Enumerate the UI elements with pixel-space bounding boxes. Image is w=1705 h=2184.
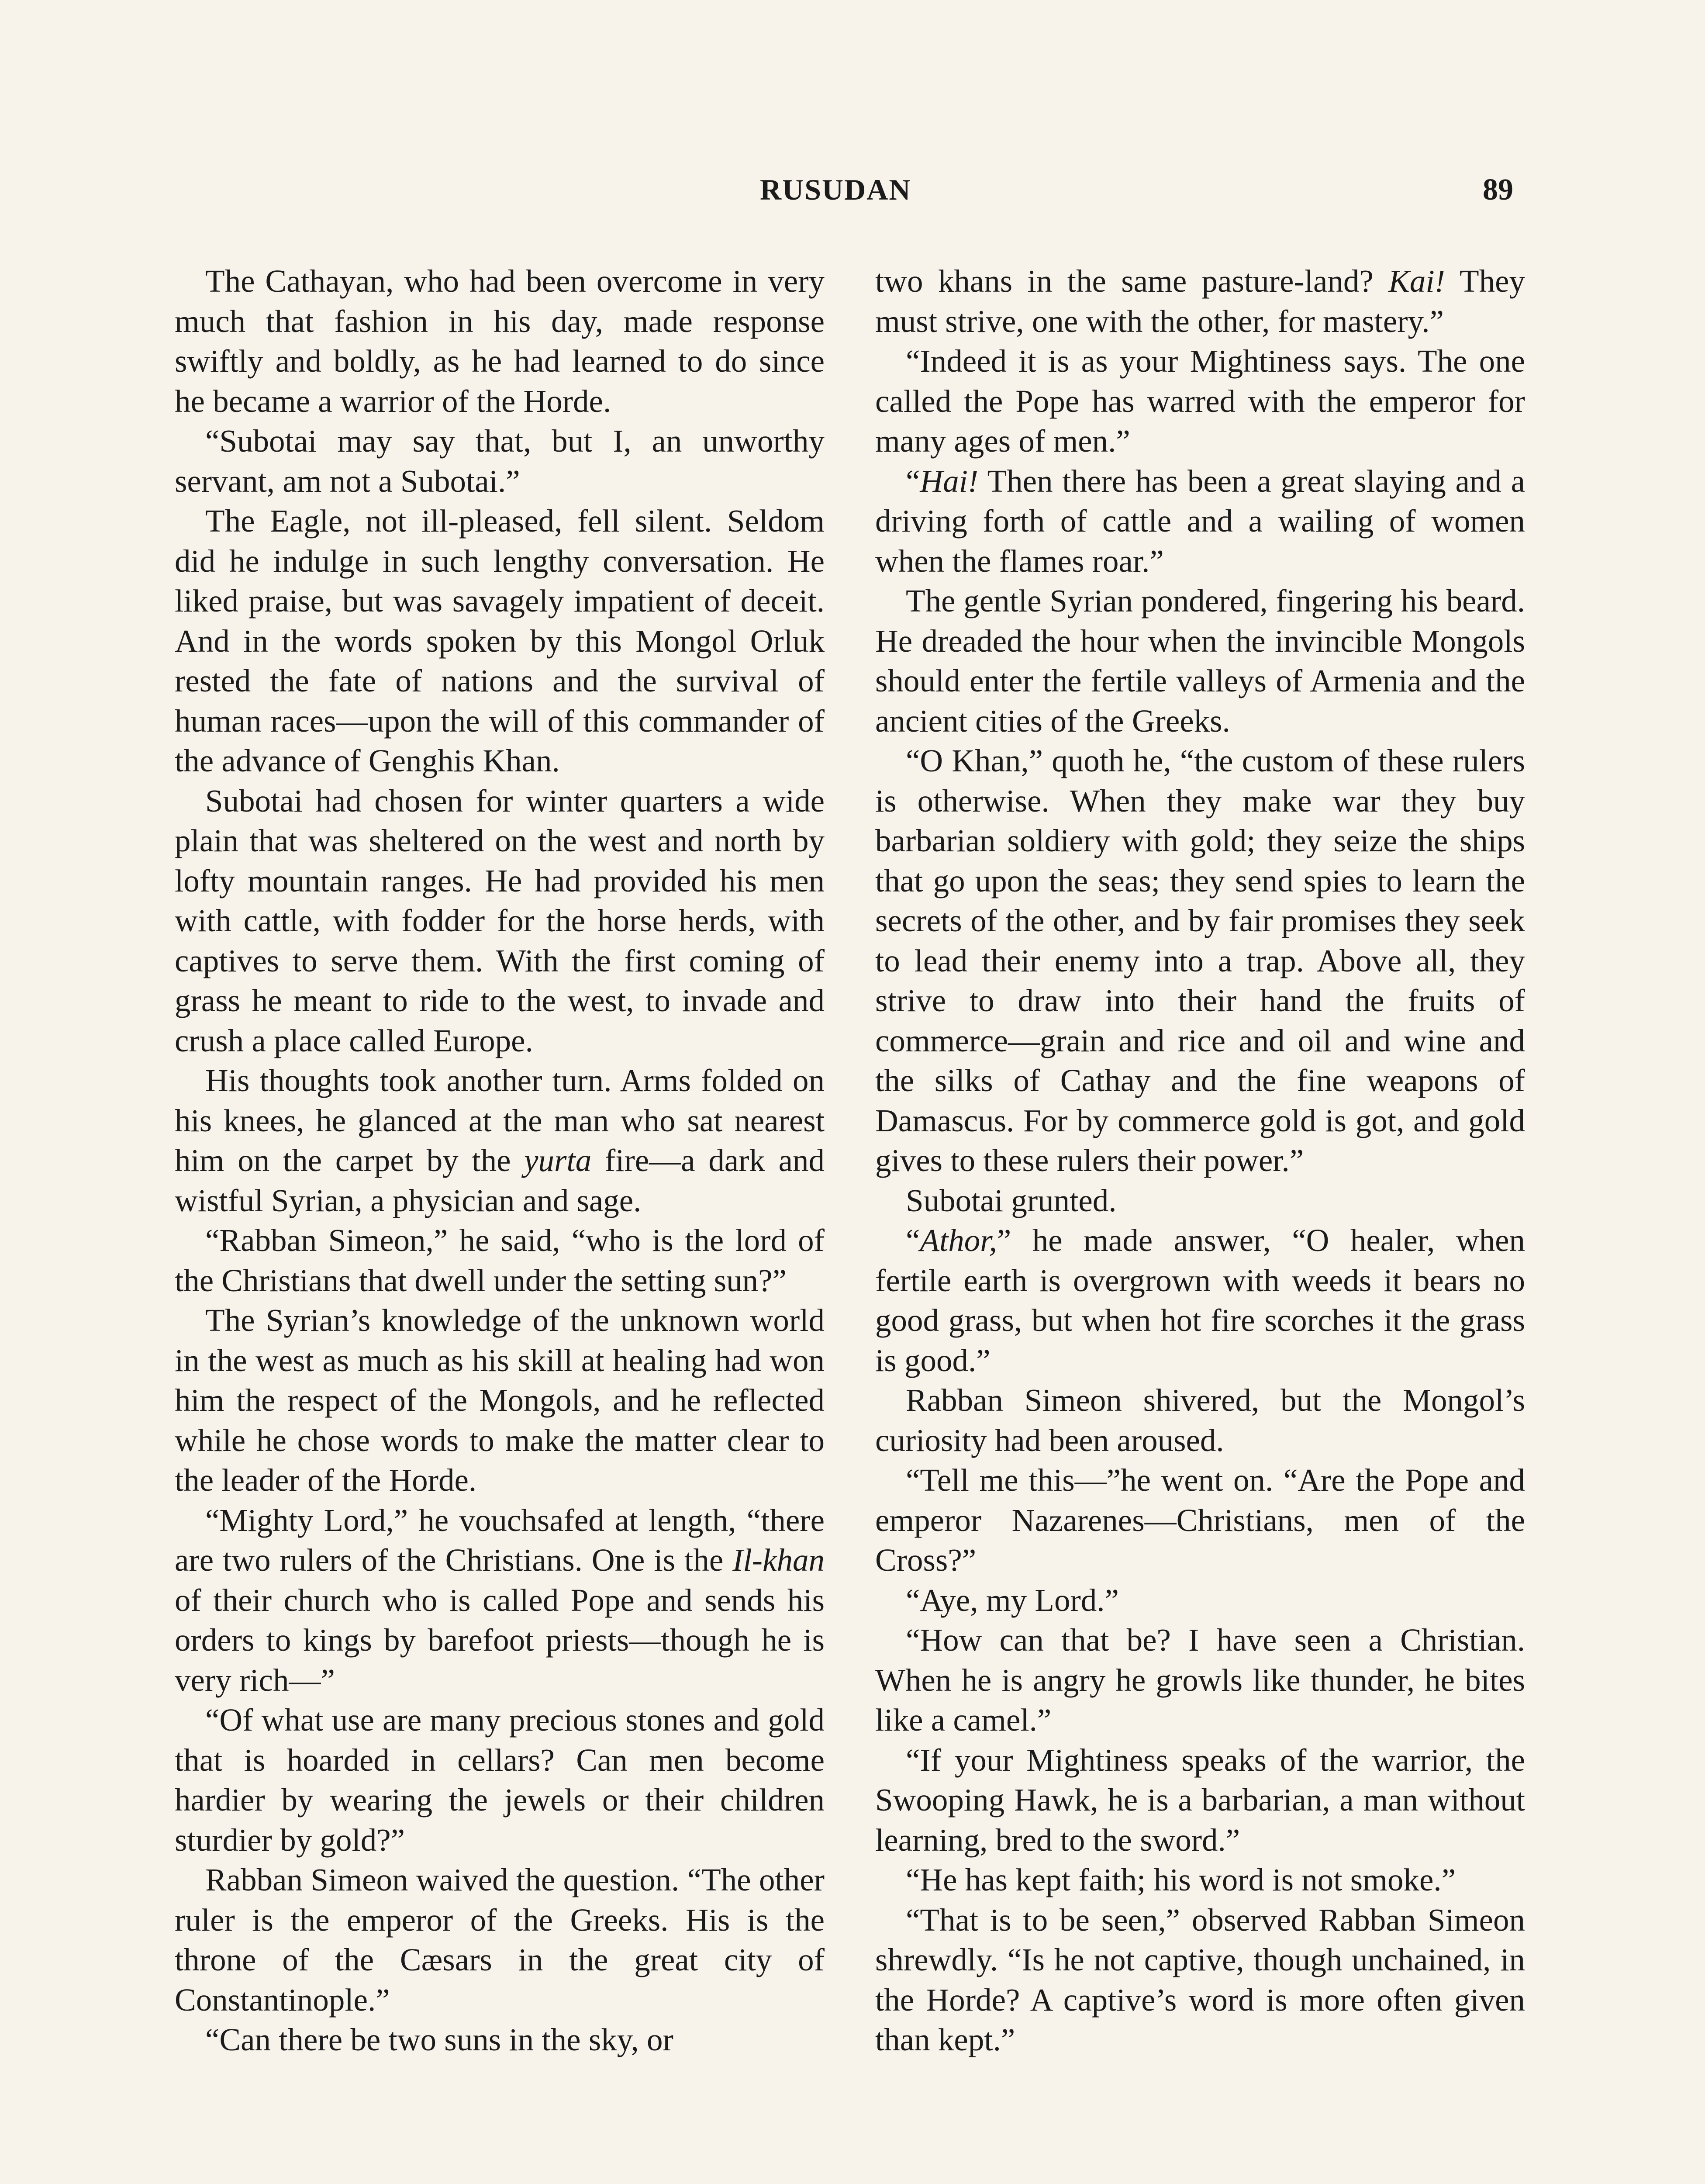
text-run: fire—a dark and wistful Syrian, a physician and sage.	[175, 1143, 825, 1218]
paragraph: Subotai had chosen for winter quarters a wide plain that was sheltered on the west and north by lofty mountain ranges. He had provided his men with cattle, with fodder for the horse herds, with captives to serve them. With the first coming of grass he meant to ride to the west, to invade and crush a place called Europe.	[175, 783, 825, 1058]
paragraph: “If your Mightiness speaks of the warrior, the Swooping Hawk, he is a barbarian, a man without learning, bred to the sword.”	[875, 1742, 1525, 1858]
text-run: ” he made answer, “O healer, when fertile earth is overgrown with weeds it bears no good grass, but when hot fire scorches it the grass is good.”	[875, 1223, 1525, 1378]
page-number: 89	[1483, 173, 1513, 207]
text-run: of their church who is called Pope and sends his orders to kings by barefoot priests—though he is very rich—”	[175, 1582, 825, 1698]
italic-word: yurta	[524, 1143, 592, 1178]
paragraph	[175, 1500, 825, 1700]
text-run: “	[906, 1223, 920, 1258]
italic-word: Athor,	[920, 1223, 997, 1258]
paragraph: The Eagle, not ill-pleased, fell silent. Seldom did he indulge in such lengthy conversation. He liked praise, but was savagely impatient of deceit. And in the words spoken by this Mongol Orluk rested the fate of nations and the survival of human races—upon the will of this commander of the advance of Genghis Khan.	[175, 503, 825, 778]
left-text-column	[175, 261, 825, 2060]
italic-word: Kai!	[1388, 263, 1445, 299]
paragraph: “O Khan,” quoth he, “the custom of these rulers is otherwise. When they make war they buy barbarian soldiery with gold; they seize the ships that go upon the seas; they send spies to learn the secrets of the other, and by fair promises they seek to lead their enemy into a trap. Above all, they strive to draw into their hand the fruits of commerce—grain and rice and oil and wine and the silks of Cathay and the fine weapons of Damascus. For by commerce gold is got, and gold gives to these rulers their power.”	[875, 743, 1525, 1178]
text-run: His thoughts took another turn. Arms folded on his knees, he glanced at the man who sat nearest him on the carpet by the	[175, 1063, 825, 1178]
paragraph: “Indeed it is as your Mightiness says. The one called the Pope has warred with the emperor for many ages of men.”	[875, 343, 1525, 459]
text-run: two khans in the same pasture-land?	[875, 263, 1389, 299]
paragraph: “He has kept faith; his word is not smoke.”	[906, 1862, 1456, 1897]
running-head: RUSUDAN	[760, 173, 911, 206]
paragraph	[875, 261, 1525, 341]
text-run: Then there has been a great slaying and a driving forth of cattle and a wailing of women when the flames roar.”	[875, 463, 1525, 579]
text-run: “Mighty Lord,” he vouchsafed at length, “there are two rulers of the Christians. One is the	[175, 1502, 825, 1578]
paragraph: “That is to be seen,” observed Rabban Simeon shrewdly. “Is he not captive, though unchained, in the Horde? A captive’s word is more often given than kept.”	[875, 1902, 1525, 2057]
paragraph: Subotai grunted.	[906, 1182, 1117, 1218]
paragraph: “Subotai may say that, but I, an unworthy servant, am not a Subotai.”	[175, 423, 825, 499]
paragraph: “Rabban Simeon,” he said, “who is the lord of the Christians that dwell under the setting sun?”	[175, 1223, 825, 1298]
paragraph: The Cathayan, who had been overcome in very much that fashion in his day, made response swiftly and boldly, as he had learned to do since he became a warrior of the Horde.	[175, 263, 825, 419]
italic-word: Il-khan	[732, 1542, 825, 1578]
italic-word: Hai!	[920, 463, 979, 499]
right-text-column	[875, 261, 1525, 2060]
paragraph: “Tell me this—”he went on. “Are the Pope and emperor Nazarenes—Christians, men of the Cross?”	[875, 1462, 1525, 1578]
paragraph: “Can there be two suns in the sky, or	[205, 2022, 673, 2057]
paragraph: Rabban Simeon shivered, but the Mongol’s curiosity had been aroused.	[875, 1382, 1525, 1458]
text-run: They must strive, one with the other, for mastery.”	[875, 263, 1525, 339]
paragraph: Rabban Simeon waived the question. “The other ruler is the emperor of the Greeks. His is the throne of the Cæsars in the great city of Constantinople.”	[175, 1862, 825, 2018]
page-header	[0, 173, 1705, 221]
text-run: “	[906, 463, 920, 499]
paragraph	[875, 1220, 1525, 1380]
paragraph	[875, 461, 1525, 581]
paragraph: The gentle Syrian pondered, fingering his beard. He dreaded the hour when the invincible Mongols should enter the fertile valleys of Armenia and the ancient cities of the Greeks.	[875, 583, 1525, 739]
paragraph: “Aye, my Lord.”	[906, 1582, 1119, 1618]
paragraph	[175, 1061, 825, 1220]
paragraph: The Syrian’s knowledge of the unknown world in the west as much as his skill at healing had won him the respect of the Mongols, and he reflected while he chose words to make the matter clear to the leader of the Horde.	[175, 1303, 825, 1498]
paragraph: “How can that be? I have seen a Christian. When he is angry he growls like thunder, he bites like a camel.”	[875, 1622, 1525, 1738]
paragraph: “Of what use are many precious stones and gold that is hoarded in cellars? Can men become hardier by wearing the jewels or their children sturdier by gold?”	[175, 1702, 825, 1858]
